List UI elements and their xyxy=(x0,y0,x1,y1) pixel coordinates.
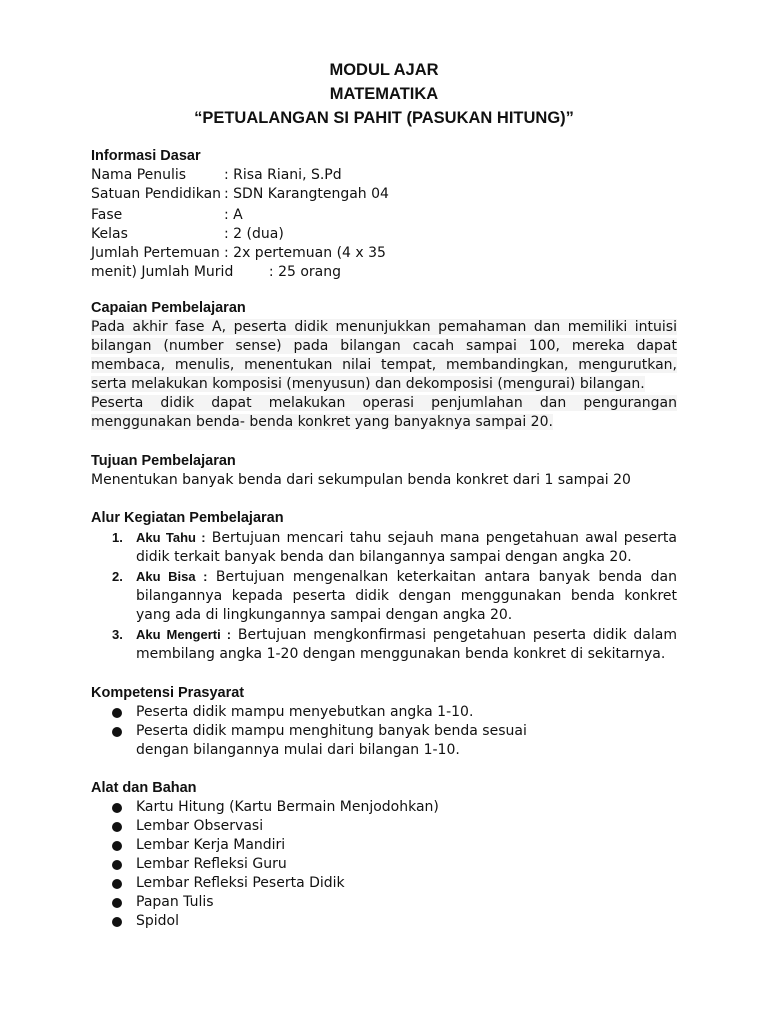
info-value: : 2x pertemuan (4 x 35 xyxy=(224,245,386,261)
alur-item-aku-mengerti xyxy=(91,625,677,664)
doc-title-line-1: MODUL AJAR xyxy=(329,61,439,79)
info-row-jumlah-pertemuan xyxy=(91,244,677,263)
info-table xyxy=(91,166,677,282)
list-number: 3. xyxy=(112,627,123,642)
alur-term: Aku Tahu : xyxy=(136,530,206,545)
heading-kompetensi-prasyarat: Kompetensi Prasyarat xyxy=(91,685,245,701)
bullet-icon xyxy=(112,898,122,908)
alur-term: Aku Mengerti : xyxy=(136,627,232,642)
list-item xyxy=(91,893,677,912)
document-page xyxy=(91,58,677,931)
info-value: : Risa Riani, S.Pd xyxy=(224,167,342,183)
info-row-kelas xyxy=(91,225,677,244)
info-label: Fase xyxy=(91,207,123,223)
bullet-icon xyxy=(112,860,122,870)
info-value: : A xyxy=(224,207,243,223)
info-row-nama-penulis xyxy=(91,166,677,185)
heading-alur-kegiatan: Alur Kegiatan Pembelajaran xyxy=(91,510,284,526)
list-item xyxy=(91,703,677,722)
heading-informasi-dasar: Informasi Dasar xyxy=(91,148,201,164)
alur-item-aku-tahu xyxy=(91,528,677,567)
heading-capaian-pembelajaran: Capaian Pembelajaran xyxy=(91,300,246,316)
info-row-satuan-pendidikan xyxy=(91,185,677,204)
list-item-text: Lembar Refleksi Peserta Didik xyxy=(136,875,345,891)
list-item-text: Spidol xyxy=(136,913,180,929)
tujuan-text: Menentukan banyak benda dari sekumpulan benda konkret dari 1 sampai 20 xyxy=(91,472,631,488)
capaian-paragraph-2 xyxy=(91,394,677,432)
list-number: 2. xyxy=(112,569,123,584)
info-label: Jumlah Pertemuan xyxy=(91,245,220,261)
bullet-icon xyxy=(112,708,122,718)
list-item-text: Lembar Observasi xyxy=(136,818,264,834)
list-item-text: Peserta didik mampu menyebutkan angka 1-10. xyxy=(136,704,474,720)
bullet-icon xyxy=(112,803,122,813)
info-wrap-line: menit) Jumlah Murid : 25 orang xyxy=(91,264,342,280)
heading-alat-dan-bahan: Alat dan Bahan xyxy=(91,780,197,796)
bullet-icon xyxy=(112,841,122,851)
alat-list xyxy=(91,798,677,931)
info-row-fase xyxy=(91,206,677,225)
info-label: Satuan Pendidikan xyxy=(91,186,222,202)
bullet-icon xyxy=(112,727,122,737)
capaian-paragraph-1 xyxy=(91,318,677,394)
list-item-text: Lembar Kerja Mandiri xyxy=(136,837,286,853)
list-item-text: Lembar Refleksi Guru xyxy=(136,856,287,872)
list-number: 1. xyxy=(112,530,123,545)
list-item xyxy=(91,836,677,855)
list-item-text: Papan Tulis xyxy=(136,894,214,910)
list-item xyxy=(91,912,677,931)
list-item xyxy=(91,855,677,874)
info-value: : 2 (dua) xyxy=(224,226,284,242)
list-item-text: Kartu Hitung (Kartu Bermain Menjodohkan) xyxy=(136,799,439,815)
alur-description: Bertujuan mengkonfirmasi pengetahuan peserta didik dalam membilang angka 1-20 dengan menggunakan benda konkret di sekitarnya. xyxy=(136,627,677,662)
kompetensi-list xyxy=(91,703,677,760)
list-item xyxy=(91,798,677,817)
bullet-icon xyxy=(112,879,122,889)
list-item xyxy=(91,817,677,836)
heading-tujuan-pembelajaran: Tujuan Pembelajaran xyxy=(91,453,236,469)
list-item xyxy=(91,874,677,893)
info-value: : SDN Karangtengah 04 xyxy=(224,186,389,202)
info-label: Nama Penulis xyxy=(91,167,187,183)
alur-term: Aku Bisa : xyxy=(136,569,208,584)
alur-item-aku-bisa xyxy=(91,567,677,625)
alur-description: Bertujuan mencari tahu sejauh mana pengetahuan awal peserta didik terkait banyak benda dan bilangannya sampai dengan angka 20. xyxy=(136,530,677,565)
alur-list xyxy=(91,528,677,664)
list-item-text: Peserta didik mampu menghitung banyak benda sesuai dengan bilangannya mulai dari bilangan 1-10. xyxy=(136,723,527,758)
info-label: Kelas xyxy=(91,226,128,242)
doc-title-line-2: MATEMATIKA xyxy=(329,85,439,103)
list-item xyxy=(91,722,677,760)
bullet-icon xyxy=(112,822,122,832)
bullet-icon xyxy=(112,917,122,927)
doc-title-line-3: “PETUALANGAN SI PAHIT (PASUKAN HITUNG)” xyxy=(194,109,574,127)
capaian-text-1: Pada akhir fase A, peserta didik menunjukkan pemahaman dan memiliki intuisi bilangan (number sense) pada bilangan cacah sampai 100, mereka dapat membaca, menulis, menentukan nilai tempat, membandingkan, mengurutkan, serta melakukan komposisi (menyusun) dan dekomposisi (mengurai) bilangan. xyxy=(91,319,677,392)
capaian-text-2: Peserta didik dapat melakukan operasi penjumlahan dan pengurangan menggunakan benda- benda konkret yang banyaknya sampai 20. xyxy=(91,395,677,430)
alur-description: Bertujuan mengenalkan keterkaitan antara banyak benda dan bilangannya kepada peserta didik dengan menggunakan benda konkret yang ada di lingkungannya sampai dengan angka 20. xyxy=(136,569,677,623)
